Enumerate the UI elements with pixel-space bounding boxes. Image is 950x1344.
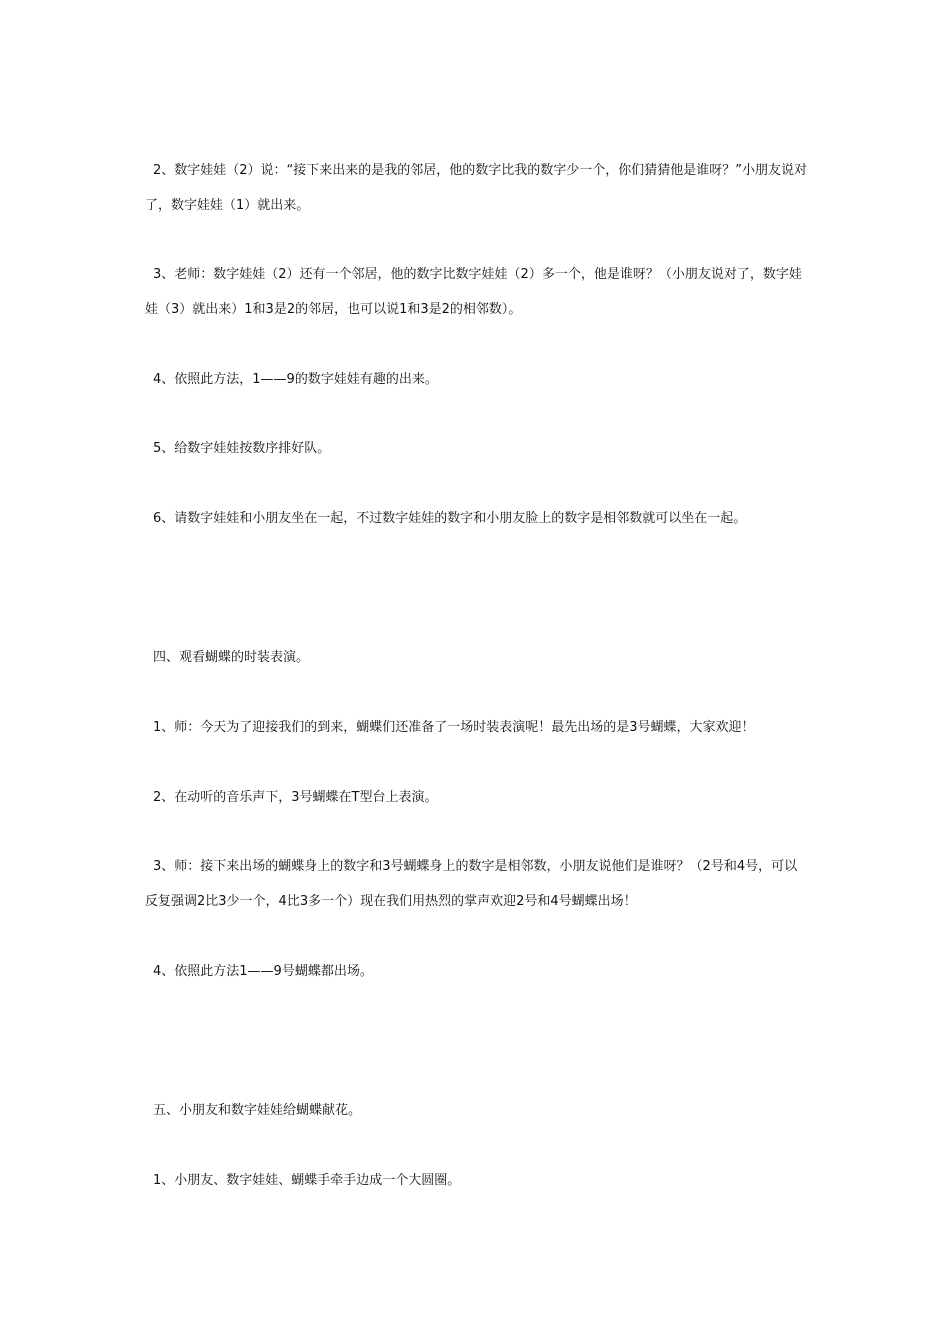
paragraph-step-3 <box>145 257 810 327</box>
paragraph-step-5 <box>145 431 810 466</box>
paragraph-text: 4、依照此方法，1——9的数字娃娃有趣的出来。 <box>153 372 438 387</box>
paragraph-step-4 <box>145 362 810 397</box>
paragraph-flowers-1 <box>145 1163 810 1198</box>
section-heading-5 <box>145 1093 810 1128</box>
paragraph-text: 1、小朋友、数字娃娃、蝴蝶手牵手边成一个大圆圈。 <box>153 1173 461 1188</box>
section-heading-text: 五、小朋友和数字娃娃给蝴蝶献花。 <box>153 1103 362 1118</box>
paragraph-text: 2、在动听的音乐声下，3号蝴蝶在T型台上表演。 <box>153 790 438 805</box>
paragraph-text: 4、依照此方法1——9号蝴蝶都出场。 <box>153 964 373 979</box>
paragraph-text: 2、数字娃娃（2）说：“接下来出来的是我的邻居，他的数字比我的数字少一个，你们猜猜他是谁呀？”小朋友说对了，数字娃娃（1）就出来。 <box>145 163 808 213</box>
paragraph-step-6 <box>145 501 810 536</box>
paragraph-text: 1、师：今天为了迎接我们的到来，蝴蝶们还准备了一场时装表演呢！最先出场的是3号蝴蝶，大家欢迎！ <box>153 720 755 735</box>
paragraph-text: 3、老师：数字娃娃（2）还有一个邻居，他的数字比数字娃娃（2）多一个，他是谁呀？（小朋友说对了，数字娃娃（3）就出来）1和3是2的邻居，也可以说1和3是2的相邻数）。 <box>145 267 802 317</box>
paragraph-butterfly-3 <box>145 849 810 919</box>
paragraph-butterfly-1 <box>145 710 810 745</box>
section-heading-4 <box>145 640 810 675</box>
paragraph-text: 6、请数字娃娃和小朋友坐在一起，不过数字娃娃的数字和小朋友脸上的数字是相邻数就可以坐在一起。 <box>153 511 747 526</box>
paragraph-text: 5、给数字娃娃按数序排好队。 <box>153 441 331 456</box>
paragraph-butterfly-2 <box>145 780 810 815</box>
section-heading-text: 四、观看蝴蝶的时装表演。 <box>153 650 310 665</box>
paragraph-step-2 <box>145 153 810 223</box>
paragraph-text: 3、师：接下来出场的蝴蝶身上的数字和3号蝴蝶身上的数字是相邻数，小朋友说他们是谁呀？（2号和4号，可以反复强调2比3少一个，4比3多一个）现在我们用热烈的掌声欢迎2号和4号蝴蝶出场！ <box>145 859 798 909</box>
paragraph-butterfly-4 <box>145 954 810 989</box>
